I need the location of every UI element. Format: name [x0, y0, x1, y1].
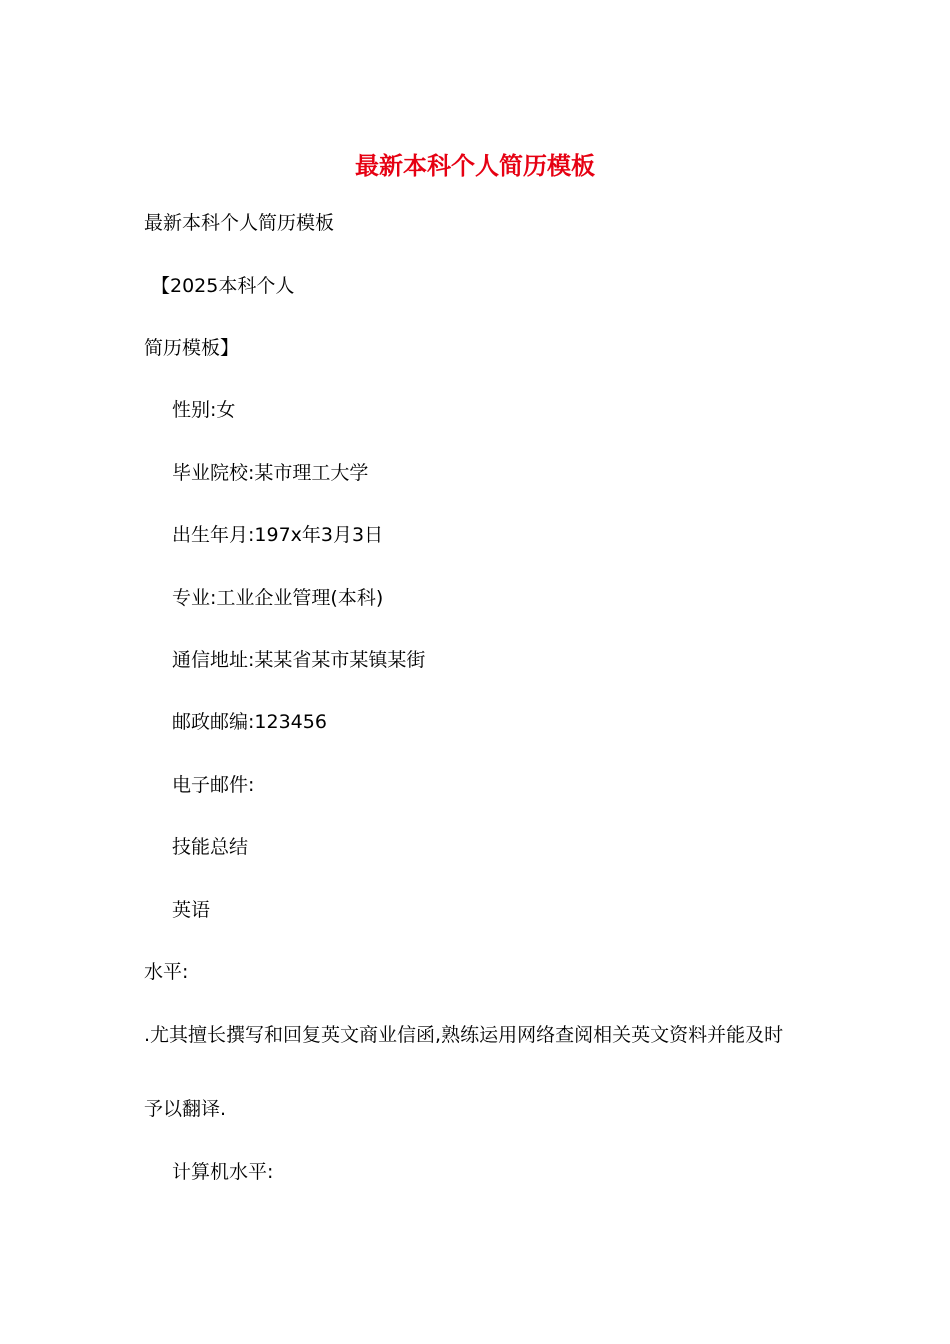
template-line-1: 【2025本科个人 [151, 275, 295, 297]
address-line: 通信地址:某某省某市某镇某街 [172, 649, 426, 671]
skills-heading: 技能总结 [172, 836, 249, 858]
document-title: 最新本科个人简历模板 [355, 151, 595, 180]
english-heading: 英语 [172, 899, 211, 921]
postal-code-line: 邮政邮编:123456 [172, 711, 327, 733]
english-level-line: 水平: [144, 961, 189, 983]
major-line: 专业:工业企业管理(本科) [172, 587, 384, 609]
english-description-continuation: 予以翻译. [144, 1098, 227, 1120]
computer-level-line: 计算机水平: [172, 1161, 274, 1183]
english-description-line: .尤其擅长撰写和回复英文商业信函,熟练运用网络查阅相关英文资料并能及时 [144, 1024, 784, 1046]
template-line-2: 简历模板】 [144, 337, 240, 359]
email-line: 电子邮件: [172, 774, 255, 796]
birth-date-line: 出生年月:197x年3月3日 [172, 524, 384, 546]
subtitle-line: 最新本科个人简历模板 [144, 212, 335, 234]
school-line: 毕业院校:某市理工大学 [172, 462, 369, 484]
gender-line: 性别:女 [172, 399, 236, 421]
